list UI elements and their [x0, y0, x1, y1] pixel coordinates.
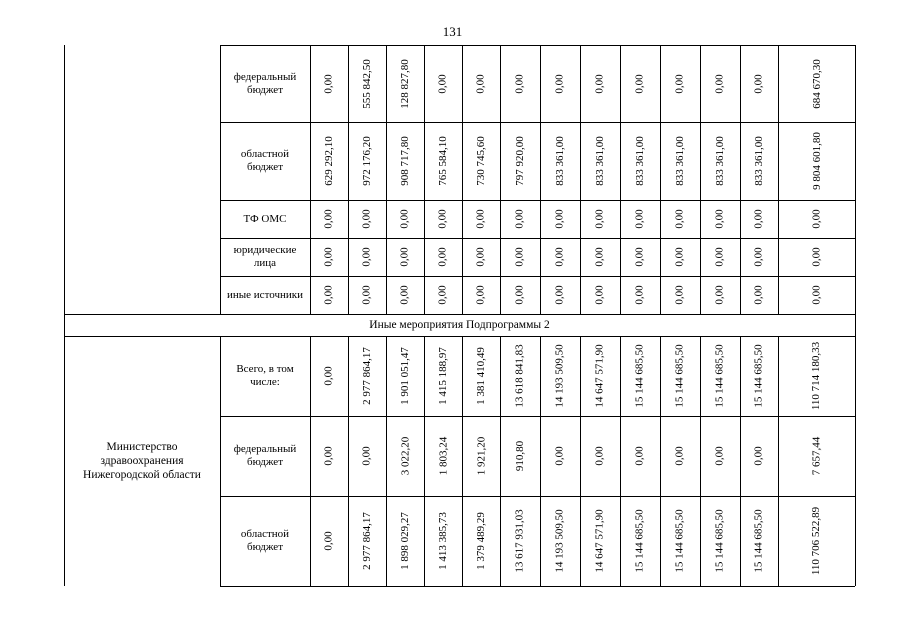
value-cell — [740, 122, 778, 200]
cell-value: 1 379 489,29 — [475, 512, 487, 570]
value-cell — [500, 238, 540, 276]
cell-value: 765 584,10 — [437, 136, 449, 186]
cell-value: 0,00 — [753, 285, 765, 305]
value-cell — [386, 238, 424, 276]
cell-value: 833 361,00 — [753, 136, 765, 186]
value-cell — [660, 496, 700, 586]
value-cell — [348, 336, 386, 416]
value-cell — [778, 45, 855, 122]
value-cell — [500, 122, 540, 200]
value-cell — [310, 200, 348, 238]
cell-value: 0,00 — [514, 209, 526, 229]
value-cell — [540, 200, 580, 238]
row-label: юридические лица — [233, 244, 297, 269]
cell-value: 0,00 — [554, 247, 566, 267]
value-cell — [310, 238, 348, 276]
cell-value: 0,00 — [361, 209, 373, 229]
cell-value: 0,00 — [554, 209, 566, 229]
value-cell — [348, 276, 386, 314]
value-cell — [500, 416, 540, 496]
cell-value: 0,00 — [323, 446, 335, 466]
cell-value: 0,00 — [554, 285, 566, 305]
value-cell — [348, 200, 386, 238]
row-label: иные источники — [227, 288, 303, 301]
value-cell — [500, 276, 540, 314]
table-left-border — [64, 45, 65, 314]
cell-value: 910,80 — [514, 440, 526, 472]
cell-value: 15 144 685,50 — [753, 344, 765, 408]
value-cell — [540, 122, 580, 200]
value-cell — [660, 45, 700, 122]
cell-value: 684 670,30 — [810, 58, 823, 109]
cell-value: 0,00 — [323, 366, 335, 386]
value-cell — [740, 45, 778, 122]
value-cell — [700, 45, 740, 122]
cell-value: 0,00 — [594, 285, 606, 305]
value-cell — [660, 238, 700, 276]
cell-value: 0,00 — [753, 209, 765, 229]
value-cell — [500, 496, 540, 586]
cell-value: 2 977 864,17 — [361, 347, 373, 405]
cell-value: 128 827,80 — [399, 58, 411, 109]
value-cell — [386, 122, 424, 200]
cell-value: 7 657,44 — [810, 436, 823, 476]
cell-value: 629 292,10 — [323, 136, 335, 186]
cell-value: 0,00 — [674, 73, 686, 94]
cell-value: 0,00 — [753, 446, 765, 466]
value-cell — [424, 122, 462, 200]
value-cell — [540, 416, 580, 496]
value-cell — [700, 336, 740, 416]
cell-value: 15 144 685,50 — [753, 509, 765, 573]
cell-value: 0,00 — [323, 73, 335, 94]
cell-value: 0,00 — [361, 247, 373, 267]
cell-value: 15 144 685,50 — [674, 344, 686, 408]
value-cell — [620, 416, 660, 496]
cell-value: 0,00 — [753, 247, 765, 267]
cell-value: 0,00 — [437, 285, 449, 305]
cell-value: 0,00 — [810, 209, 823, 229]
cell-value: 0,00 — [594, 247, 606, 267]
row-divider — [220, 586, 855, 587]
cell-value: 0,00 — [475, 209, 487, 229]
cell-value: 0,00 — [437, 247, 449, 267]
cell-value: 15 144 685,50 — [714, 344, 726, 408]
row-label: ТФ ОМС — [243, 212, 287, 225]
value-cell — [700, 276, 740, 314]
value-cell — [462, 336, 500, 416]
cell-value: 833 361,00 — [594, 136, 606, 186]
cell-value: 0,00 — [399, 285, 411, 305]
value-cell — [580, 238, 620, 276]
value-cell — [740, 200, 778, 238]
value-cell — [740, 496, 778, 586]
cell-value: 15 144 685,50 — [634, 344, 646, 408]
value-cell — [424, 238, 462, 276]
cell-value: 0,00 — [475, 285, 487, 305]
value-cell — [700, 416, 740, 496]
value-cell — [500, 200, 540, 238]
cell-value: 1 921,20 — [475, 436, 487, 476]
value-cell — [424, 45, 462, 122]
value-cell — [540, 45, 580, 122]
value-cell — [778, 200, 855, 238]
cell-value: 15 144 685,50 — [714, 509, 726, 573]
row-label: Всего, в том числе: — [236, 363, 294, 388]
cell-value: 0,00 — [437, 73, 449, 94]
cell-value: 0,00 — [753, 73, 765, 94]
value-cell — [700, 238, 740, 276]
value-cell — [424, 336, 462, 416]
section-title: Иные мероприятия Подпрограммы 2 — [369, 318, 550, 331]
value-cell — [462, 276, 500, 314]
cell-value: 0,00 — [361, 285, 373, 305]
cell-value: 0,00 — [399, 247, 411, 267]
cell-value: 110 714 180,33 — [810, 341, 823, 411]
cell-value: 14 647 571,90 — [594, 344, 606, 408]
value-cell — [580, 276, 620, 314]
section-right-border — [855, 314, 856, 336]
value-cell — [700, 200, 740, 238]
cell-value: 0,00 — [714, 247, 726, 267]
cell-value: 0,00 — [323, 247, 335, 267]
cell-value: 0,00 — [361, 446, 373, 466]
cell-value: 0,00 — [810, 285, 823, 305]
value-cell — [386, 416, 424, 496]
cell-value: 14 193 509,50 — [554, 509, 566, 573]
value-cell — [620, 200, 660, 238]
value-cell — [310, 416, 348, 496]
cell-value: 0,00 — [634, 73, 646, 94]
value-cell — [660, 336, 700, 416]
value-cell — [740, 276, 778, 314]
value-cell — [580, 200, 620, 238]
cell-value: 15 144 685,50 — [634, 509, 646, 573]
value-cell — [540, 336, 580, 416]
cell-value: 0,00 — [554, 73, 566, 94]
value-cell — [620, 122, 660, 200]
value-cell — [310, 276, 348, 314]
value-cell — [660, 416, 700, 496]
value-cell — [620, 45, 660, 122]
value-cell — [424, 496, 462, 586]
cell-value: 0,00 — [554, 446, 566, 466]
value-cell — [424, 276, 462, 314]
row-label: федеральный бюджет — [233, 70, 297, 96]
value-cell — [348, 122, 386, 200]
value-cell — [778, 122, 855, 200]
value-cell — [540, 496, 580, 586]
cell-value: 13 617 931,03 — [514, 509, 526, 573]
value-cell — [580, 45, 620, 122]
value-cell — [580, 122, 620, 200]
cell-value: 1 413 385,73 — [437, 512, 449, 570]
value-cell — [540, 238, 580, 276]
value-cell — [310, 336, 348, 416]
cell-value: 0,00 — [714, 73, 726, 94]
cell-value: 1 803,24 — [437, 436, 449, 476]
value-cell — [660, 200, 700, 238]
value-cell — [348, 45, 386, 122]
value-cell — [620, 276, 660, 314]
value-cell — [386, 200, 424, 238]
cell-value: 0,00 — [323, 285, 335, 305]
value-cell — [580, 416, 620, 496]
value-cell — [462, 416, 500, 496]
value-cell — [462, 45, 500, 122]
value-cell — [620, 336, 660, 416]
cell-value: 0,00 — [323, 531, 335, 551]
cell-value: 0,00 — [674, 446, 686, 466]
cell-value: 0,00 — [714, 446, 726, 466]
cell-value: 0,00 — [594, 446, 606, 466]
cell-value: 1 381 410,49 — [475, 347, 487, 405]
value-cell — [660, 122, 700, 200]
cell-value: 0,00 — [714, 209, 726, 229]
value-cell — [462, 496, 500, 586]
row-label: областной бюджет — [240, 528, 290, 553]
cell-value: 14 193 509,50 — [554, 344, 566, 408]
value-cell — [310, 45, 348, 122]
value-cell — [778, 276, 855, 314]
value-cell — [310, 496, 348, 586]
value-cell — [462, 238, 500, 276]
value-cell — [348, 238, 386, 276]
organization-name: Министерство здравоохранения Нижегородской области — [83, 441, 201, 481]
value-cell — [700, 122, 740, 200]
cell-value: 0,00 — [634, 285, 646, 305]
value-cell — [740, 238, 778, 276]
cell-value: 0,00 — [634, 209, 646, 229]
value-cell — [462, 200, 500, 238]
row-label: областной бюджет — [240, 148, 290, 173]
cell-value: 833 361,00 — [634, 136, 646, 186]
value-cell — [386, 496, 424, 586]
cell-value: 1 901 051,47 — [399, 347, 411, 405]
cell-value: 110 706 522,89 — [810, 506, 823, 576]
value-cell — [778, 416, 855, 496]
cell-value: 0,00 — [674, 285, 686, 305]
value-cell — [310, 122, 348, 200]
value-cell — [500, 45, 540, 122]
column-divider — [855, 45, 856, 314]
cell-value: 972 176,20 — [361, 136, 373, 186]
row-label: федеральный бюджет — [233, 443, 297, 468]
cell-value: 0,00 — [514, 247, 526, 267]
value-cell — [620, 496, 660, 586]
cell-value: 833 361,00 — [674, 136, 686, 186]
value-cell — [540, 276, 580, 314]
cell-value: 0,00 — [514, 285, 526, 305]
cell-value: 833 361,00 — [554, 136, 566, 186]
cell-value: 13 618 841,83 — [514, 344, 526, 408]
value-cell — [500, 336, 540, 416]
value-cell — [620, 238, 660, 276]
cell-value: 0,00 — [674, 209, 686, 229]
cell-value: 908 717,80 — [399, 136, 411, 186]
cell-value: 0,00 — [594, 209, 606, 229]
cell-value: 2 977 864,17 — [361, 512, 373, 570]
value-cell — [700, 496, 740, 586]
value-cell — [580, 336, 620, 416]
value-cell — [740, 416, 778, 496]
cell-value: 14 647 571,90 — [594, 509, 606, 573]
cell-value: 0,00 — [437, 209, 449, 229]
page-number: 131 — [442, 24, 463, 39]
value-cell — [660, 276, 700, 314]
value-cell — [580, 496, 620, 586]
cell-value: 0,00 — [634, 247, 646, 267]
value-cell — [778, 496, 855, 586]
cell-value: 730 745,60 — [475, 136, 487, 186]
cell-value: 833 361,00 — [714, 136, 726, 186]
value-cell — [424, 200, 462, 238]
cell-value: 0,00 — [674, 247, 686, 267]
cell-value: 0,00 — [514, 73, 526, 94]
cell-value: 1 415 188,97 — [437, 347, 449, 405]
cell-value: 0,00 — [634, 446, 646, 466]
value-cell — [462, 122, 500, 200]
cell-value: 1 898 029,27 — [399, 512, 411, 570]
value-cell — [348, 496, 386, 586]
value-cell — [778, 238, 855, 276]
value-cell — [348, 416, 386, 496]
cell-value: 0,00 — [810, 247, 823, 267]
cell-value: 0,00 — [714, 285, 726, 305]
cell-value: 0,00 — [594, 73, 606, 94]
cell-value: 0,00 — [323, 209, 335, 229]
value-cell — [386, 336, 424, 416]
value-cell — [386, 45, 424, 122]
column-divider — [855, 336, 856, 586]
cell-value: 3 022,20 — [399, 436, 411, 476]
value-cell — [424, 416, 462, 496]
cell-value: 15 144 685,50 — [674, 509, 686, 573]
value-cell — [386, 276, 424, 314]
cell-value: 9 804 601,80 — [810, 132, 823, 190]
cell-value: 0,00 — [475, 247, 487, 267]
cell-value: 0,00 — [475, 73, 487, 94]
cell-value: 797 920,00 — [514, 136, 526, 186]
cell-value: 0,00 — [399, 209, 411, 229]
cell-value: 555 842,50 — [361, 58, 373, 109]
value-cell — [778, 336, 855, 416]
value-cell — [740, 336, 778, 416]
